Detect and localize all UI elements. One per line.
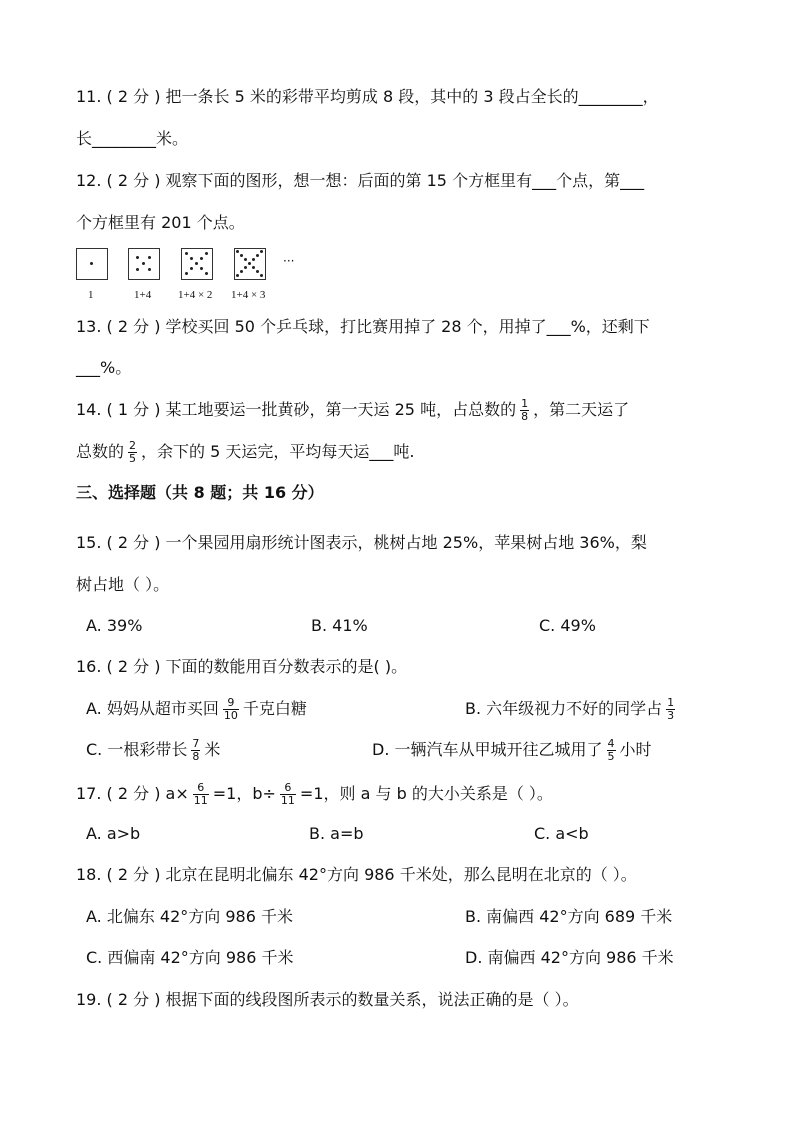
q17-option-c[interactable]: C. a<b bbox=[534, 824, 589, 843]
section-heading: 三、选择题（共 8 题；共 16 分） bbox=[76, 483, 324, 502]
q16-option-c[interactable]: C. 一根彩带长 $\frac{7}{8}$ 米 bbox=[86, 737, 221, 763]
caption-1: 1 bbox=[88, 289, 94, 301]
q13-line2: ___%。 bbox=[76, 358, 132, 377]
dot bbox=[200, 267, 203, 270]
q18-option-b[interactable]: B. 南偏西 42°方向 689 千米 bbox=[465, 907, 673, 926]
q14-line1 bbox=[76, 398, 629, 423]
fraction: $\frac{4}{5}$ bbox=[607, 737, 615, 763]
dot bbox=[190, 257, 193, 260]
dot bbox=[244, 266, 247, 269]
q14-text-a: 14. ( 1 分 ) 某工地要运一批黄砂，第一天运 25 吨，占总数的 bbox=[76, 400, 517, 419]
caption-3: 1+4 × 2 bbox=[178, 289, 213, 301]
fraction: $\frac{1}{8}$ bbox=[521, 397, 529, 423]
dot bbox=[190, 267, 193, 270]
q18-option-a[interactable]: A. 北偏东 42°方向 986 千米 bbox=[86, 907, 293, 926]
q17-option-b[interactable]: B. a=b bbox=[309, 824, 364, 843]
dot bbox=[260, 250, 263, 253]
dot bbox=[136, 268, 139, 271]
dot-box-1 bbox=[76, 248, 108, 280]
dot bbox=[142, 262, 145, 265]
q12-line1: 12. ( 2 分 ) 观察下面的图形，想一想：后面的第 15 个方框里有___个点，第___ bbox=[76, 171, 645, 190]
dot bbox=[185, 272, 188, 275]
q15-option-c[interactable]: C. 49% bbox=[539, 616, 596, 635]
dot bbox=[195, 262, 198, 265]
dot bbox=[240, 254, 243, 257]
caption-2: 1+4 bbox=[134, 289, 152, 301]
dot bbox=[236, 274, 239, 277]
q15-line2: 树占地（ ）。 bbox=[76, 575, 170, 594]
dot bbox=[252, 266, 255, 269]
dot bbox=[200, 257, 203, 260]
dot bbox=[185, 252, 188, 255]
dot bbox=[256, 254, 259, 257]
caption-4: 1+4 × 3 bbox=[231, 289, 266, 301]
q11-line2: 长________米。 bbox=[76, 129, 189, 148]
dot bbox=[236, 250, 239, 253]
ellipsis: ··· bbox=[283, 254, 295, 268]
q14-text-c: 总数的 bbox=[76, 442, 125, 461]
q18-option-d[interactable]: D. 南偏西 42°方向 986 千米 bbox=[465, 948, 674, 967]
q14-line2 bbox=[76, 440, 414, 465]
dot-box-4 bbox=[234, 248, 266, 280]
dot bbox=[205, 272, 208, 275]
dot bbox=[260, 274, 263, 277]
q19-line1: 19. ( 2 分 ) 根据下面的线段图所表示的数量关系，说法正确的是（ ）。 bbox=[76, 990, 579, 1009]
dot bbox=[252, 258, 255, 261]
fraction: $\frac{1}{3}$ bbox=[667, 696, 675, 722]
dot-box-3 bbox=[181, 248, 213, 280]
dot bbox=[248, 262, 251, 265]
dot bbox=[148, 256, 151, 259]
dot bbox=[256, 270, 259, 273]
q14-text-b: ，第二天运了 bbox=[533, 400, 630, 419]
fraction: $\frac{6}{11}$ bbox=[193, 781, 208, 807]
fraction: $\frac{7}{8}$ bbox=[192, 737, 200, 763]
q18-line1: 18. ( 2 分 ) 北京在昆明北偏东 42°方向 986 千米处，那么昆明在北京的（ ）。 bbox=[76, 865, 637, 884]
dot bbox=[244, 258, 247, 261]
dot bbox=[136, 256, 139, 259]
q11-line1: 11. ( 2 分 ) 把一条长 5 米的彩带平均剪成 8 段，其中的 3 段占全长的________， bbox=[76, 87, 659, 106]
q16-option-b[interactable]: B. 六年级视力不好的同学占 $\frac{1}{3}$ bbox=[465, 696, 675, 722]
dot bbox=[148, 268, 151, 271]
q14-text-d: ，余下的 5 天运完，平均每天运___吨. bbox=[141, 442, 415, 461]
q16-option-d[interactable]: D. 一辆汽车从甲城开往乙城用了 $\frac{4}{5}$ 小时 bbox=[372, 737, 652, 763]
q17-option-a[interactable]: A. a>b bbox=[86, 824, 141, 843]
q17-line1: 17. ( 2 分 ) a× $\frac{6}{11}$ =1，b÷ $\frac{6}{11}$ =1，则 a 与 b 的大小关系是（ ）。 bbox=[76, 781, 553, 807]
fraction: $\frac{9}{10}$ bbox=[223, 696, 238, 722]
dot-box-2 bbox=[128, 248, 160, 280]
q13-line1: 13. ( 2 分 ) 学校买回 50 个乒乓球，打比赛用掉了 28 个，用掉了___%，还剩下 bbox=[76, 317, 650, 336]
q16-line1: 16. ( 2 分 ) 下面的数能用百分数表示的是( )。 bbox=[76, 657, 408, 676]
q12-line2: 个方框里有 201 个点。 bbox=[76, 213, 245, 232]
dot bbox=[240, 270, 243, 273]
q15-option-b[interactable]: B. 41% bbox=[311, 616, 368, 635]
q16-option-a[interactable]: A. 妈妈从超市买回 $\frac{9}{10}$ 千克白糖 bbox=[86, 696, 307, 722]
q18-option-c[interactable]: C. 西偏南 42°方向 986 千米 bbox=[86, 948, 294, 967]
fraction: $\frac{2}{5}$ bbox=[129, 439, 137, 465]
dot bbox=[90, 262, 93, 265]
q15-option-a[interactable]: A. 39% bbox=[86, 616, 143, 635]
fraction: $\frac{6}{11}$ bbox=[280, 781, 295, 807]
dot bbox=[205, 252, 208, 255]
q15-line1: 15. ( 2 分 ) 一个果园用扇形统计图表示，桃树占地 25%，苹果树占地 36%，梨 bbox=[76, 533, 647, 552]
